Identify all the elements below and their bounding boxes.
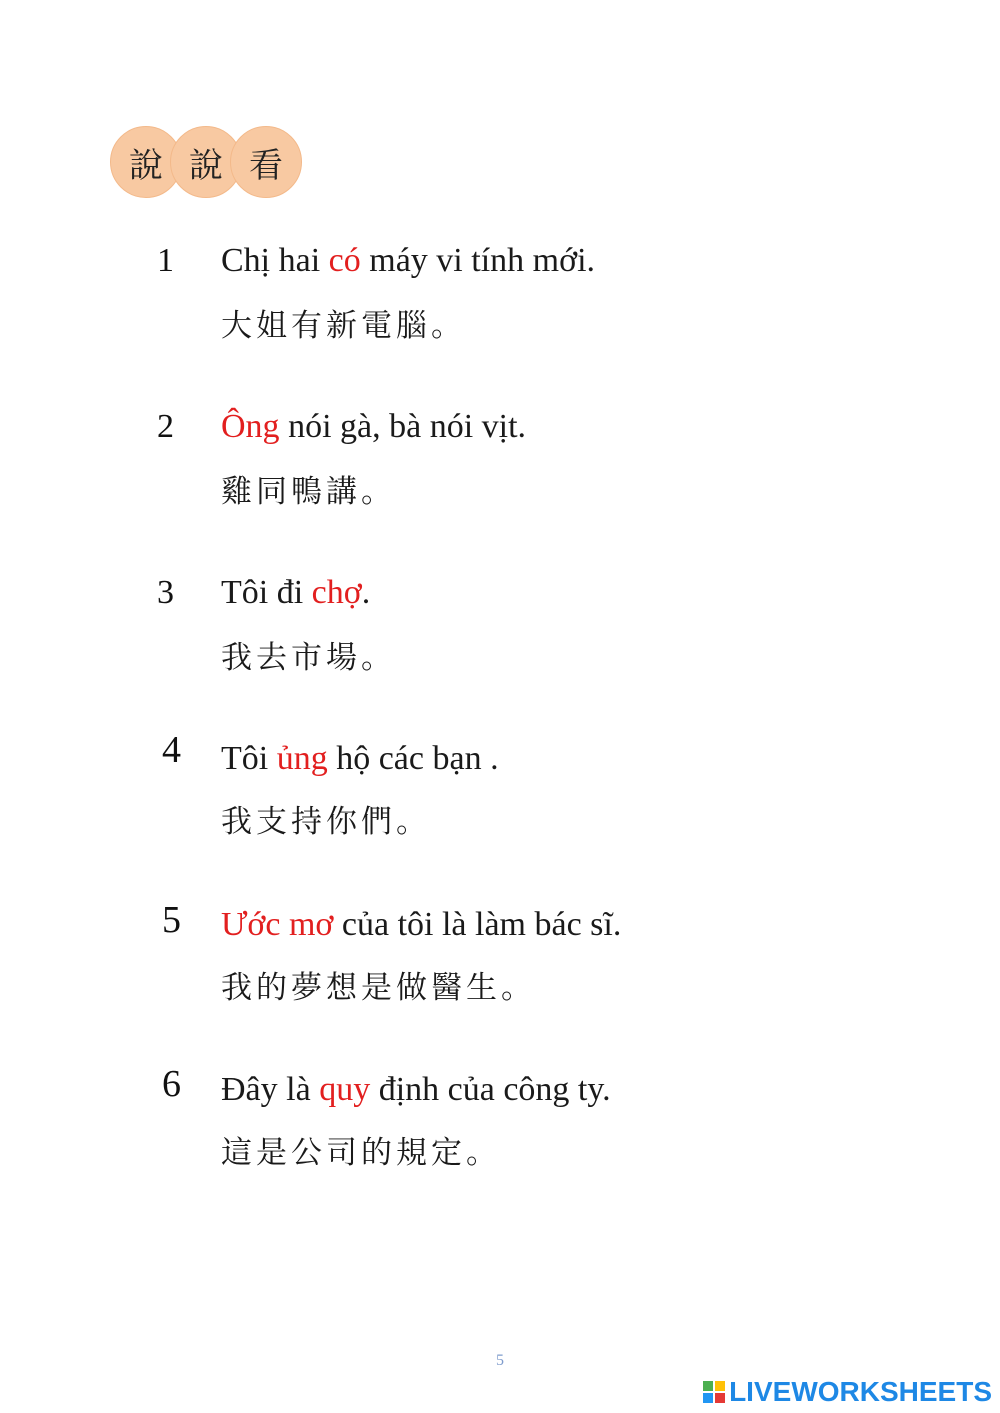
highlighted-word: Ông <box>221 408 280 445</box>
highlighted-word: ủng <box>276 740 328 777</box>
sentence-text: của tôi là làm bác sĩ. <box>333 906 622 943</box>
sentence-text: định của công ty. <box>370 1071 611 1108</box>
vietnamese-sentence <box>221 740 499 778</box>
chinese-translation: 大姐有新電腦。 <box>221 308 466 344</box>
vietnamese-sentence <box>221 1071 611 1109</box>
vietnamese-sentence <box>221 242 595 280</box>
highlighted-word: có <box>328 242 361 279</box>
chinese-translation: 我支持你們。 <box>221 804 431 840</box>
item-number: 1 <box>157 242 174 279</box>
header-bubble-3: 看 <box>230 126 302 198</box>
sentence-text: Chị hai <box>221 242 329 279</box>
sentence-text: Tôi đi <box>221 574 312 611</box>
sentence-text: Đây là <box>221 1071 320 1108</box>
item-number: 4 <box>162 729 181 771</box>
section-header <box>110 126 310 198</box>
highlighted-word: quy <box>319 1071 371 1108</box>
sentence-text: nói gà, bà nói vịt. <box>279 408 527 445</box>
vietnamese-sentence <box>221 906 621 944</box>
sentence-text: Tôi <box>221 740 277 777</box>
item-number: 2 <box>157 408 174 445</box>
page-number: 5 <box>496 1352 504 1369</box>
sentence-text: máy vi tính mới. <box>360 242 596 279</box>
brand-grid-icon <box>703 1381 725 1403</box>
brand-name: LIVEWORKSHEETS <box>729 1376 992 1407</box>
item-number: 3 <box>157 574 174 611</box>
sentence-text: . <box>361 574 371 611</box>
chinese-translation: 我的夢想是做醫生。 <box>221 970 536 1006</box>
header-bubble-2: 說 <box>170 126 242 198</box>
item-number: 6 <box>162 1063 181 1105</box>
item-number: 5 <box>162 899 181 941</box>
highlighted-word: Ước mơ <box>221 906 334 943</box>
vietnamese-sentence <box>221 408 526 446</box>
chinese-translation: 雞同鴨講。 <box>221 474 396 510</box>
liveworksheets-logo <box>703 1376 992 1408</box>
chinese-translation: 我去市場。 <box>221 640 396 676</box>
vietnamese-sentence <box>221 574 370 612</box>
sentence-text: hộ các bạn . <box>327 740 499 777</box>
chinese-translation: 這是公司的規定。 <box>221 1135 501 1171</box>
highlighted-word: chợ <box>311 574 362 611</box>
header-bubble-1: 說 <box>110 126 182 198</box>
